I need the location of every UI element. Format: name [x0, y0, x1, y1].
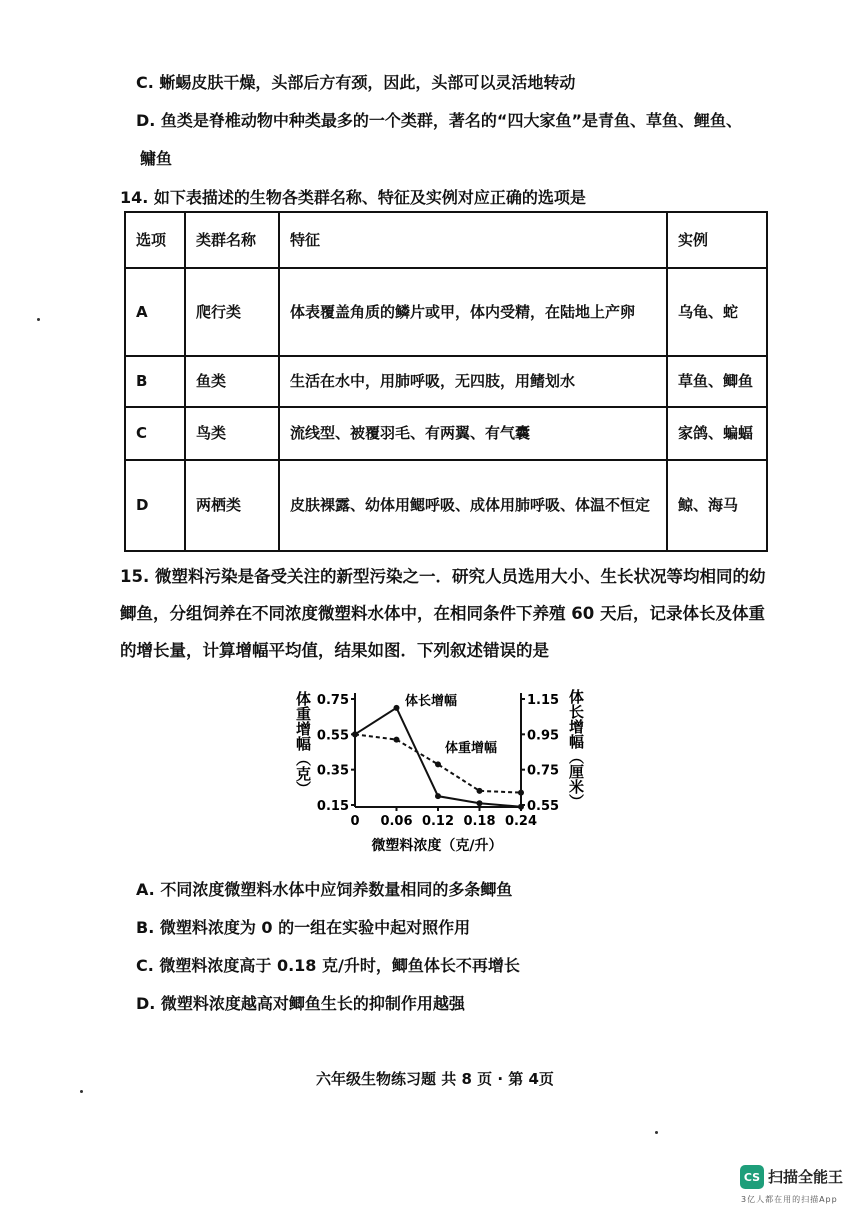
data-point-weight: [435, 761, 441, 767]
table-cell: 鱼类: [185, 356, 279, 407]
scan-speck: [37, 318, 40, 321]
table-header-cell: 实例: [667, 212, 767, 268]
table-row: [125, 460, 767, 551]
data-point-length: [477, 800, 483, 806]
q15-option-a: A. 不同浓度微塑料水体中应饲养数量相同的多条鲫鱼: [136, 880, 513, 899]
data-point-length: [518, 804, 524, 810]
table-cell: 家鸽、蝙蝠: [667, 407, 767, 460]
table-cell: 生活在水中，用肺呼吸，无四肢，用鳍划水: [279, 356, 667, 407]
y-right-tick-label: 0.55: [527, 799, 560, 814]
q15-stem-line1: 15. 微塑料污染是备受关注的新型污染之一．研究人员选用大小、生长状况等均相同的幼: [120, 567, 766, 586]
y-left-tick-label: 0.35: [316, 763, 349, 779]
x-tick-label: 0.06: [380, 814, 413, 829]
table-cell: D: [125, 460, 185, 551]
x-tick-label: 0: [350, 814, 360, 829]
y-right-tick-label: 0.75: [527, 763, 560, 779]
q14-stem: 14. 如下表描述的生物各类群名称、特征及实例对应正确的选项是: [120, 188, 586, 207]
scanner-logo-icon: CS: [740, 1165, 764, 1189]
table-cell: B: [125, 356, 185, 407]
data-point-length: [394, 705, 400, 711]
table-row: [125, 407, 767, 460]
series-label-weight: 体重增幅: [445, 741, 498, 756]
y-right-tick-label: 0.95: [527, 728, 560, 744]
table-header-cell: 选项: [125, 212, 185, 268]
x-tick-label: 0.18: [463, 814, 496, 829]
table-row: [125, 356, 767, 407]
y-left-tick-label: 0.15: [316, 799, 349, 814]
q15-stem-line3: 的增长量，计算增幅平均值，结果如图．下列叙述错误的是: [120, 641, 549, 660]
table-cell: A: [125, 268, 185, 356]
table-cell: 两栖类: [185, 460, 279, 551]
q15-option-b: B. 微塑料浓度为 0 的一组在实验中起对照作用: [136, 918, 471, 937]
table-cell: 爬行类: [185, 268, 279, 356]
data-point-weight: [352, 731, 358, 737]
table-cell: 体表覆盖角质的鳞片或甲，体内受精，在陆地上产卵: [279, 268, 667, 356]
q14-table: [124, 211, 768, 552]
x-tick-label: 0.12: [421, 814, 455, 829]
data-point-weight: [477, 788, 483, 794]
data-point-weight: [394, 737, 400, 743]
y-left-tick-label: 0.55: [316, 728, 349, 744]
scan-speck: [655, 1131, 658, 1134]
q15-option-d: D. 微塑料浓度越高对鲫鱼生长的抑制作用越强: [136, 994, 465, 1013]
x-axis-title: 微塑料浓度（克/升）: [371, 838, 503, 854]
table-cell: 草鱼、鲫鱼: [667, 356, 767, 407]
option-d-prev-line1: D. 鱼类是脊椎动物中种类最多的一个类群，著名的“四大家鱼”是青鱼、草鱼、鲤鱼、: [136, 111, 742, 130]
data-point-length: [435, 793, 441, 799]
table-cell: C: [125, 407, 185, 460]
scanner-tagline: 3亿人都在用的扫描App: [741, 1195, 838, 1204]
x-tick-label: 0.24: [504, 814, 538, 829]
y-right-axis-title: 体长增幅（厘米）: [567, 689, 585, 809]
scanner-app-name: 扫描全能王: [768, 1168, 844, 1186]
table-cell: 皮肤裸露、幼体用鳃呼吸、成体用肺呼吸、体温不恒定: [279, 460, 667, 551]
table-row: [125, 268, 767, 356]
table-header-row: [125, 212, 767, 268]
q15-option-c: C. 微塑料浓度高于 0.18 克/升时，鲫鱼体长不再增长: [136, 956, 520, 975]
table-header-cell: 类群名称: [185, 212, 279, 268]
series-label-length: 体长增幅: [405, 694, 458, 709]
table-cell: 鲸、海马: [667, 460, 767, 551]
option-c-prev: C. 蜥蜴皮肤干燥，头部后方有颈，因此，头部可以灵活地转动: [136, 73, 576, 92]
y-left-axis-title: 体重增幅（克）: [294, 691, 312, 796]
table-header-cell: 特征: [279, 212, 667, 268]
scan-speck: [80, 1090, 83, 1093]
growth-chart: [285, 675, 605, 860]
table-cell: 鸟类: [185, 407, 279, 460]
page-footer: 六年级生物练习题 共 8 页 · 第 4页: [316, 1070, 554, 1088]
table-cell: 乌龟、蛇: [667, 268, 767, 356]
option-d-prev-line2: 鳙鱼: [140, 149, 173, 168]
q15-stem-line2: 鲫鱼，分组饲养在不同浓度微塑料水体中，在相同条件下养殖 60 天后，记录体长及体重: [120, 604, 765, 623]
y-left-tick-label: 0.75: [316, 693, 349, 708]
data-point-weight: [518, 790, 524, 796]
y-right-tick-label: 1.15: [527, 693, 560, 708]
table-cell: 流线型、被覆羽毛、有两翼、有气囊: [279, 407, 667, 460]
